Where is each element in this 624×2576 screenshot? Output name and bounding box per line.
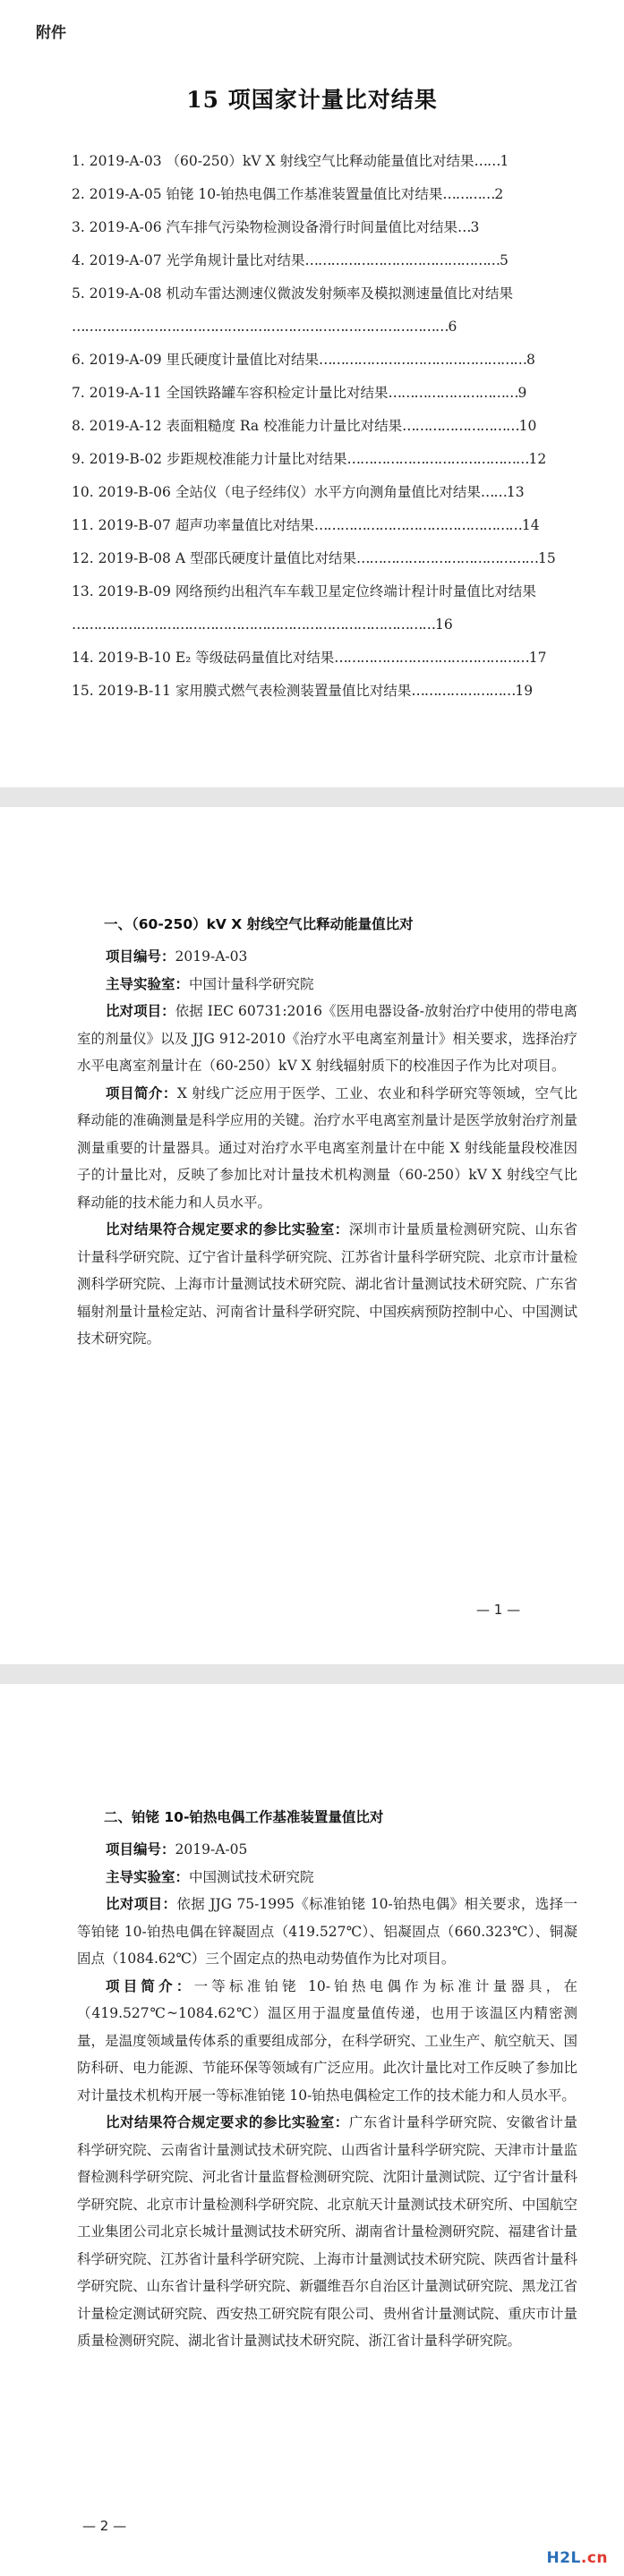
toc-item-1[interactable]: 1. 2019-A-03 （60-250）kV X 射线空气比释动能量值比对结果……1 <box>72 153 509 169</box>
toc-item-12[interactable]: 12. 2019-B-08 A 型邵氏硬度计量值比对结果……………………………………15 <box>72 550 556 566</box>
section-2-lab: 主导实验室：中国测试技术研究院 <box>106 1868 314 1885</box>
toc-item-6[interactable]: 6. 2019-A-09 里氏硬度计量值比对结果…………………………………………8 <box>72 352 535 368</box>
section-1 <box>77 911 577 1353</box>
section-2-item: 比对项目：依据 JJG 75-1995《标准铂铑 10-铂热电偶》相关要求，选择一等铂铑 10-铂热电偶在锌凝固点（419.527℃）、铝凝固点（660.323℃）、铜凝固点（1084.62℃）三个固定点的热电动势值作为比对项目。 <box>77 1896 577 1967</box>
section-1-code: 项目编号：2019-A-03 <box>106 948 248 965</box>
toc-item-3[interactable]: 3. 2019-A-06 汽车排气污染物检测设备滑行时间量值比对结果…3 <box>72 219 480 235</box>
section-2-code: 项目编号：2019-A-05 <box>106 1841 248 1858</box>
table-of-contents <box>72 145 590 708</box>
attachment-label: 附件 <box>36 24 66 42</box>
site-logo: H2L.cn <box>546 2549 608 2567</box>
page-section-2 <box>0 1684 624 2576</box>
section-2-intro: 项目简介：一等标准铂铑 10-铂热电偶作为标准计量器具，在（419.527℃~1084.62℃）温区用于温度量值传递，也用于该温区内精密测量，是温度领域量传体系的重要组成部分，在科学研究、工业生产、航空航天、国防科研、电力能源、节能环保等领域有广泛应用。此次计量比对工作反映了参加比对计量技术机构开展一等标准铂铑 10-铂热电偶检定工作的技术能力和人员水平。 <box>77 1977 577 2104</box>
document-title: 15 项国家计量比对结果 <box>186 87 438 113</box>
toc-item-15[interactable]: 15. 2019-B-11 家用膜式燃气表检测装置量值比对结果……………………19 <box>72 683 534 699</box>
page-toc <box>0 0 624 787</box>
section-1-heading: 一、（60-250）kV X 射线空气比释动能量值比对 <box>104 916 414 932</box>
toc-item-7[interactable]: 7. 2019-A-11 全国铁路罐车容积检定计量比对结果…………………………9 <box>72 385 527 401</box>
toc-item-4[interactable]: 4. 2019-A-07 光学角规计量比对结果………………………………………5 <box>72 252 509 268</box>
toc-item-8[interactable]: 8. 2019-A-12 表面粗糙度 Ra 校准能力计量比对结果………………………10 <box>72 418 537 434</box>
toc-item-10[interactable]: 10. 2019-B-06 全站仪（电子经纬仪）水平方向测角量值比对结果……13 <box>72 484 525 500</box>
section-2 <box>77 1804 577 2355</box>
section-2-heading: 二、铂铑 10-铂热电偶工作基准装置量值比对 <box>104 1809 384 1825</box>
page-section-1 <box>0 807 624 1664</box>
section-1-result: 比对结果符合规定要求的参比实验室：深圳市计量质量检测研究院、山东省计量科学研究院、辽宁省计量科学研究院、江苏省计量科学研究院、北京市计量检测科学研究院、上海市计量测试技术研究院、湖北省计量测试技术研究院、广东省辐射剂量计量检定站、河南省计量科学研究院、中国疾病预防控制中心、中国测试技术研究院。 <box>77 1221 577 1347</box>
section-2-result: 比对结果符合规定要求的参比实验室：广东省计量科学研究院、安徽省计量科学研究院、云南省计量测试技术研究院、山西省计量科学研究院、天津市计量监督检测科学研究院、河北省计量监督检测研究院、沈阳计量测试院、辽宁省计量科学研究院、北京市计量检测科学研究院、北京航天计量测试技术研究所、中国航空工业集团公司北京长城计量测试技术研究所、湖南省计量检测研究院、福建省计量科学研究院、江苏省计量科学研究院、上海市计量测试技术研究院、陕西省计量科学研究院、山东省计量科学研究院、新疆维吾尔自治区计量测试研究院、黑龙江省计量检定测试研究院、西安热工研究院有限公司、贵州省计量测试院、重庆市计量质量检测研究院、湖北省计量测试技术研究院、浙江省计量科学研究院。 <box>77 2114 577 2349</box>
toc-item-2[interactable]: 2. 2019-A-05 铂铑 10-铂热电偶工作基准装置量值比对结果…………2 <box>72 186 504 202</box>
section-1-item: 比对项目：依据 IEC 60731:2016《医用电器设备-放射治疗中使用的带电离室的剂量仪》以及 JJG 912-2010《治疗水平电离室剂量计》相关要求，选择治疗水平电离室剂量计在（60-250）kV X 射线辐射质下的校准因子作为比对项目。 <box>77 1003 577 1074</box>
section-1-intro: 项目简介：X 射线广泛应用于医学、工业、农业和科学研究等领域，空气比释动能的准确测量是科学应用的关键。治疗水平电离室剂量计是医学放射治疗剂量测量重要的计量器具。通过对治疗水平电离室剂量计在中能 X 射线能量段校准因子的计量比对，反映了参加比对计量技术机构测量（60-250）kV X 射线空气比释动能的技术能力和人员水平。 <box>77 1084 577 1211</box>
toc-item-11[interactable]: 11. 2019-B-07 超声功率量值比对结果…………………………………………14 <box>72 517 540 533</box>
toc-item-5[interactable]: 5. 2019-A-08 机动车雷达测速仪微波发射频率及模拟测速量值比对结果 ……………………………………………………………………………6 <box>72 285 513 335</box>
toc-item-9[interactable]: 9. 2019-B-02 步距规校准能力计量比对结果……………………………………12 <box>72 451 547 467</box>
section-1-lab: 主导实验室：中国计量科学研究院 <box>106 975 314 992</box>
toc-item-14[interactable]: 14. 2019-B-10 E₂ 等级砝码量值比对结果………………………………………17 <box>72 650 547 666</box>
toc-item-13[interactable]: 13. 2019-B-09 网络预约出租汽车车载卫星定位终端计程计时量值比对结果 …………………………………………………………………………16 <box>72 583 536 633</box>
page-number-1: — 1 — <box>476 1602 521 1618</box>
page-number-2: — 2 — <box>82 2518 127 2534</box>
